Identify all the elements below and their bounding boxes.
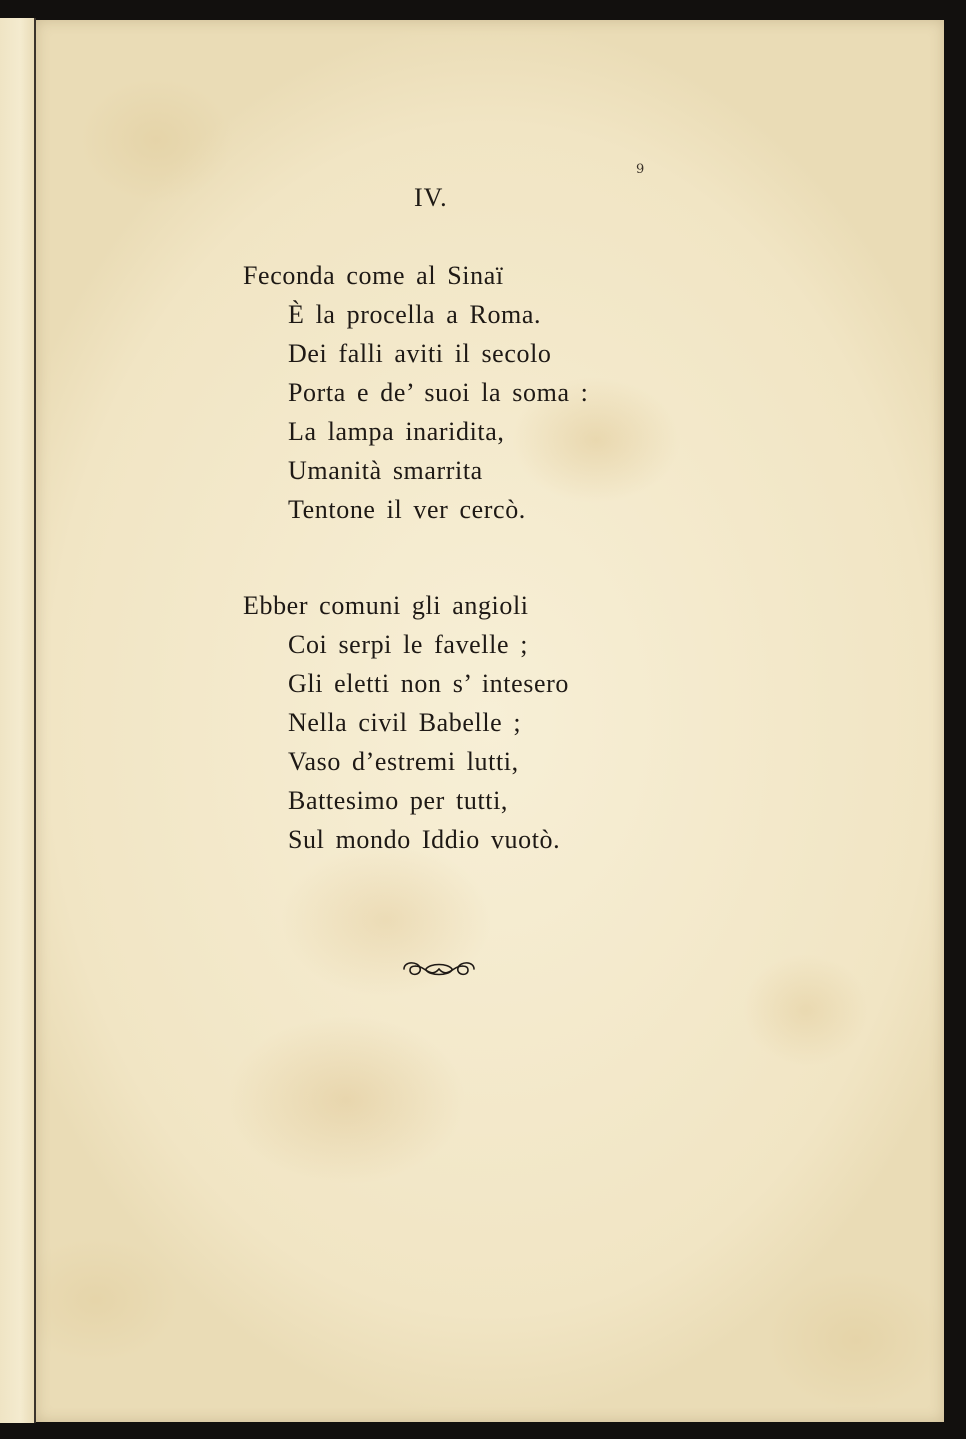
verse-line: Battesimo per tutti,: [288, 786, 509, 815]
calligraphic-flourish-icon: [400, 956, 478, 982]
previous-page-edge: [0, 18, 36, 1423]
verse-line: Gli eletti non s’ intesero: [288, 669, 569, 698]
verse-line: Ebber comuni gli angioli: [243, 591, 529, 620]
verse-line: Tentone il ver cercò.: [288, 495, 526, 524]
verse-line: Coi serpi le favelle ;: [288, 630, 529, 659]
book-page: [36, 20, 944, 1422]
verse-line: Umanità smarrita: [288, 456, 483, 485]
verse-line: La lampa inaridita,: [288, 417, 505, 446]
verse-line: Vaso d’estremi lutti,: [288, 747, 519, 776]
stanza: [243, 256, 589, 529]
section-heading: IV.: [414, 183, 448, 212]
verse-line: È la procella a Roma.: [288, 300, 542, 329]
verse-line: Porta e de’ suoi la soma :: [288, 378, 589, 407]
verse-line: Nella civil Babelle ;: [288, 708, 522, 737]
verse-line: Dei falli aviti il secolo: [288, 339, 552, 368]
verse-line: Sul mondo Iddio vuotò.: [288, 825, 561, 854]
page-number: 9: [636, 162, 645, 177]
verse-line: Feconda come al Sinaï: [243, 261, 504, 290]
stanza: [243, 586, 569, 859]
